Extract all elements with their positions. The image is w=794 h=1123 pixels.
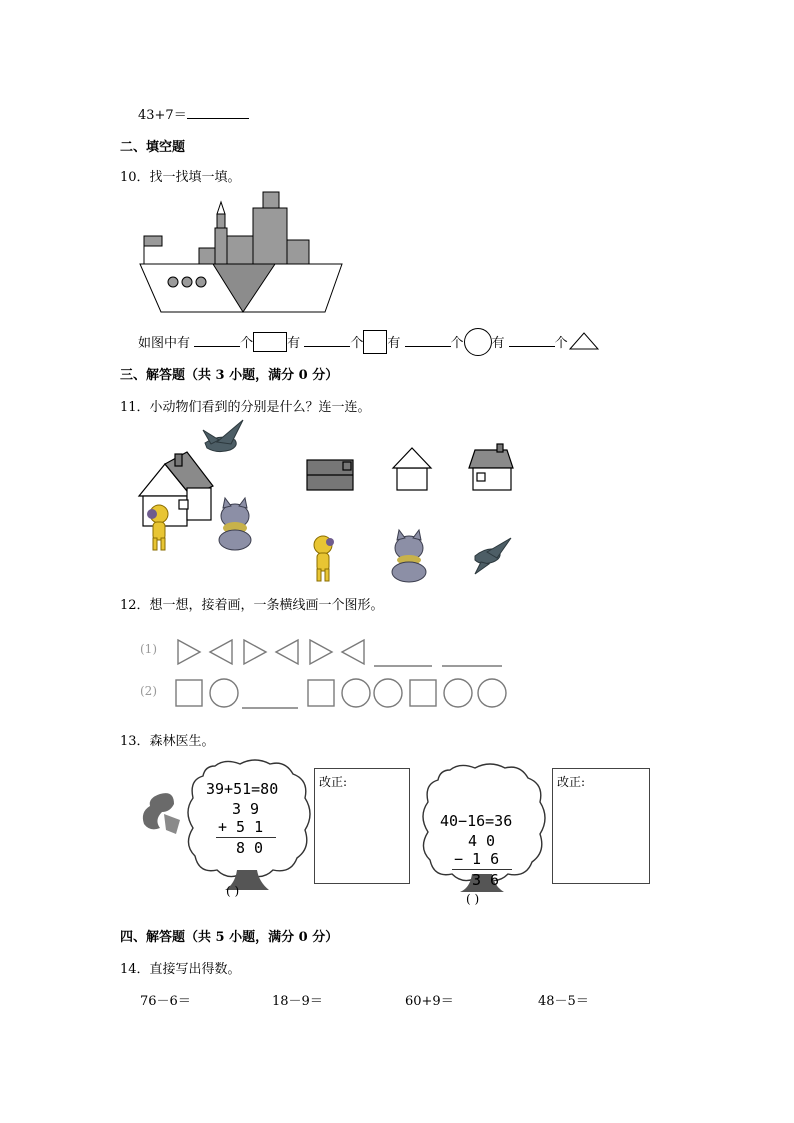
question-14-title: 14．直接写出得数。	[120, 962, 241, 977]
calc-item-4: 48－5＝	[538, 994, 589, 1009]
have-3: 有	[491, 336, 505, 351]
section-heading-3: 三、解答题（共 3 小题，满分 0 分）	[120, 368, 339, 383]
count-prefix: 如图中有	[138, 336, 191, 351]
section-heading-4: 四、解答题（共 5 小题，满分 0 分）	[120, 930, 339, 945]
square-2	[308, 680, 334, 706]
left-addend: + 5 1	[218, 818, 264, 836]
triangle-left-2	[276, 640, 298, 664]
section-heading-2: 二、填空题	[120, 140, 186, 155]
porthole-3	[196, 277, 206, 287]
unit-2: 个	[350, 336, 364, 351]
answer-blank[interactable]	[187, 104, 249, 119]
question-10-title: 10．找一找填一填。	[120, 170, 241, 185]
left-correction-label: 改正:	[319, 775, 348, 789]
right-result: 3 6	[472, 871, 500, 889]
right-top-number: 4 0	[468, 832, 496, 850]
block-low-left	[199, 248, 215, 264]
triangle-left-1	[210, 640, 232, 664]
view-front-house	[469, 444, 513, 490]
right-subtrahend: − 1 6	[454, 850, 500, 868]
circle-5	[478, 679, 506, 707]
unit-4: 个	[554, 336, 568, 351]
bird-icon-bottom	[475, 538, 511, 574]
block-mid	[227, 236, 253, 264]
squirrel-icon	[140, 790, 190, 840]
square-count-blank[interactable]	[304, 332, 350, 347]
animals-view-figure	[135, 418, 520, 588]
triangle-left-3	[342, 640, 364, 664]
expr-text: 43+7＝	[138, 108, 187, 123]
square-1	[176, 680, 202, 706]
pattern-figure	[170, 630, 510, 715]
cat-icon-left	[219, 498, 251, 550]
spire-triangle	[217, 202, 225, 214]
view-top-rectangle	[307, 460, 353, 490]
have-2: 有	[387, 336, 401, 351]
left-sum-line	[216, 837, 276, 838]
porthole-1	[168, 277, 178, 287]
bird-icon-top	[203, 420, 243, 452]
left-top-number: 3 9	[232, 800, 260, 818]
triangle-right-1	[178, 640, 200, 664]
shape-count-row	[138, 328, 600, 356]
circle-1	[210, 679, 238, 707]
question-13-title: 13．森林医生。	[120, 734, 215, 749]
row-2-label: (2)	[140, 684, 157, 698]
cat-icon-bottom	[392, 530, 426, 582]
unit-3: 个	[450, 336, 464, 351]
rectangle-shape-icon	[253, 332, 287, 352]
left-paren[interactable]: ( )	[226, 884, 240, 898]
circle-2	[342, 679, 370, 707]
circle-shape-icon	[464, 328, 492, 356]
view-side-house	[393, 448, 431, 490]
triangle-shape-icon	[568, 332, 600, 350]
triangle-right-2	[244, 640, 266, 664]
tower-left-top	[217, 214, 225, 228]
circle-count-blank[interactable]	[405, 332, 451, 347]
row-1-label: (1)	[140, 642, 157, 656]
square-3	[410, 680, 436, 706]
circle-3	[374, 679, 402, 707]
calc-item-3: 60+9＝	[405, 994, 454, 1009]
unit-1: 个	[240, 336, 254, 351]
triangle-count-blank[interactable]	[509, 332, 555, 347]
bear-icon-left	[147, 505, 168, 550]
tower-tall-top	[263, 192, 279, 208]
expr-line	[138, 104, 249, 123]
porthole-2	[182, 277, 192, 287]
right-correction-box[interactable]	[552, 768, 650, 884]
calc-item-2: 18－9＝	[272, 994, 323, 1009]
right-diff-line	[452, 869, 512, 870]
right-correction-label: 改正:	[557, 775, 586, 789]
square-shape-icon	[363, 330, 387, 354]
have-1: 有	[287, 336, 301, 351]
right-paren[interactable]: ( )	[466, 892, 480, 906]
tower-left	[215, 228, 227, 264]
bear-icon-bottom	[314, 536, 334, 581]
rect-count-blank[interactable]	[194, 332, 240, 347]
left-equation: 39+51=80	[206, 780, 279, 798]
calc-item-1: 76－6＝	[140, 994, 191, 1009]
left-result: 8 0	[236, 839, 264, 857]
question-11-title: 11．小动物们看到的分别是什么？连一连。	[120, 400, 371, 415]
ship-figure	[135, 190, 345, 315]
triangle-right-3	[310, 640, 332, 664]
flag-rect	[144, 236, 162, 246]
question-12-title: 12．想一想，接着画，一条横线画一个图形。	[120, 598, 384, 613]
circle-4	[444, 679, 472, 707]
block-right	[287, 240, 309, 264]
left-correction-box[interactable]	[314, 768, 410, 884]
right-equation: 40−16=36	[440, 812, 513, 830]
tower-tall	[253, 208, 287, 264]
